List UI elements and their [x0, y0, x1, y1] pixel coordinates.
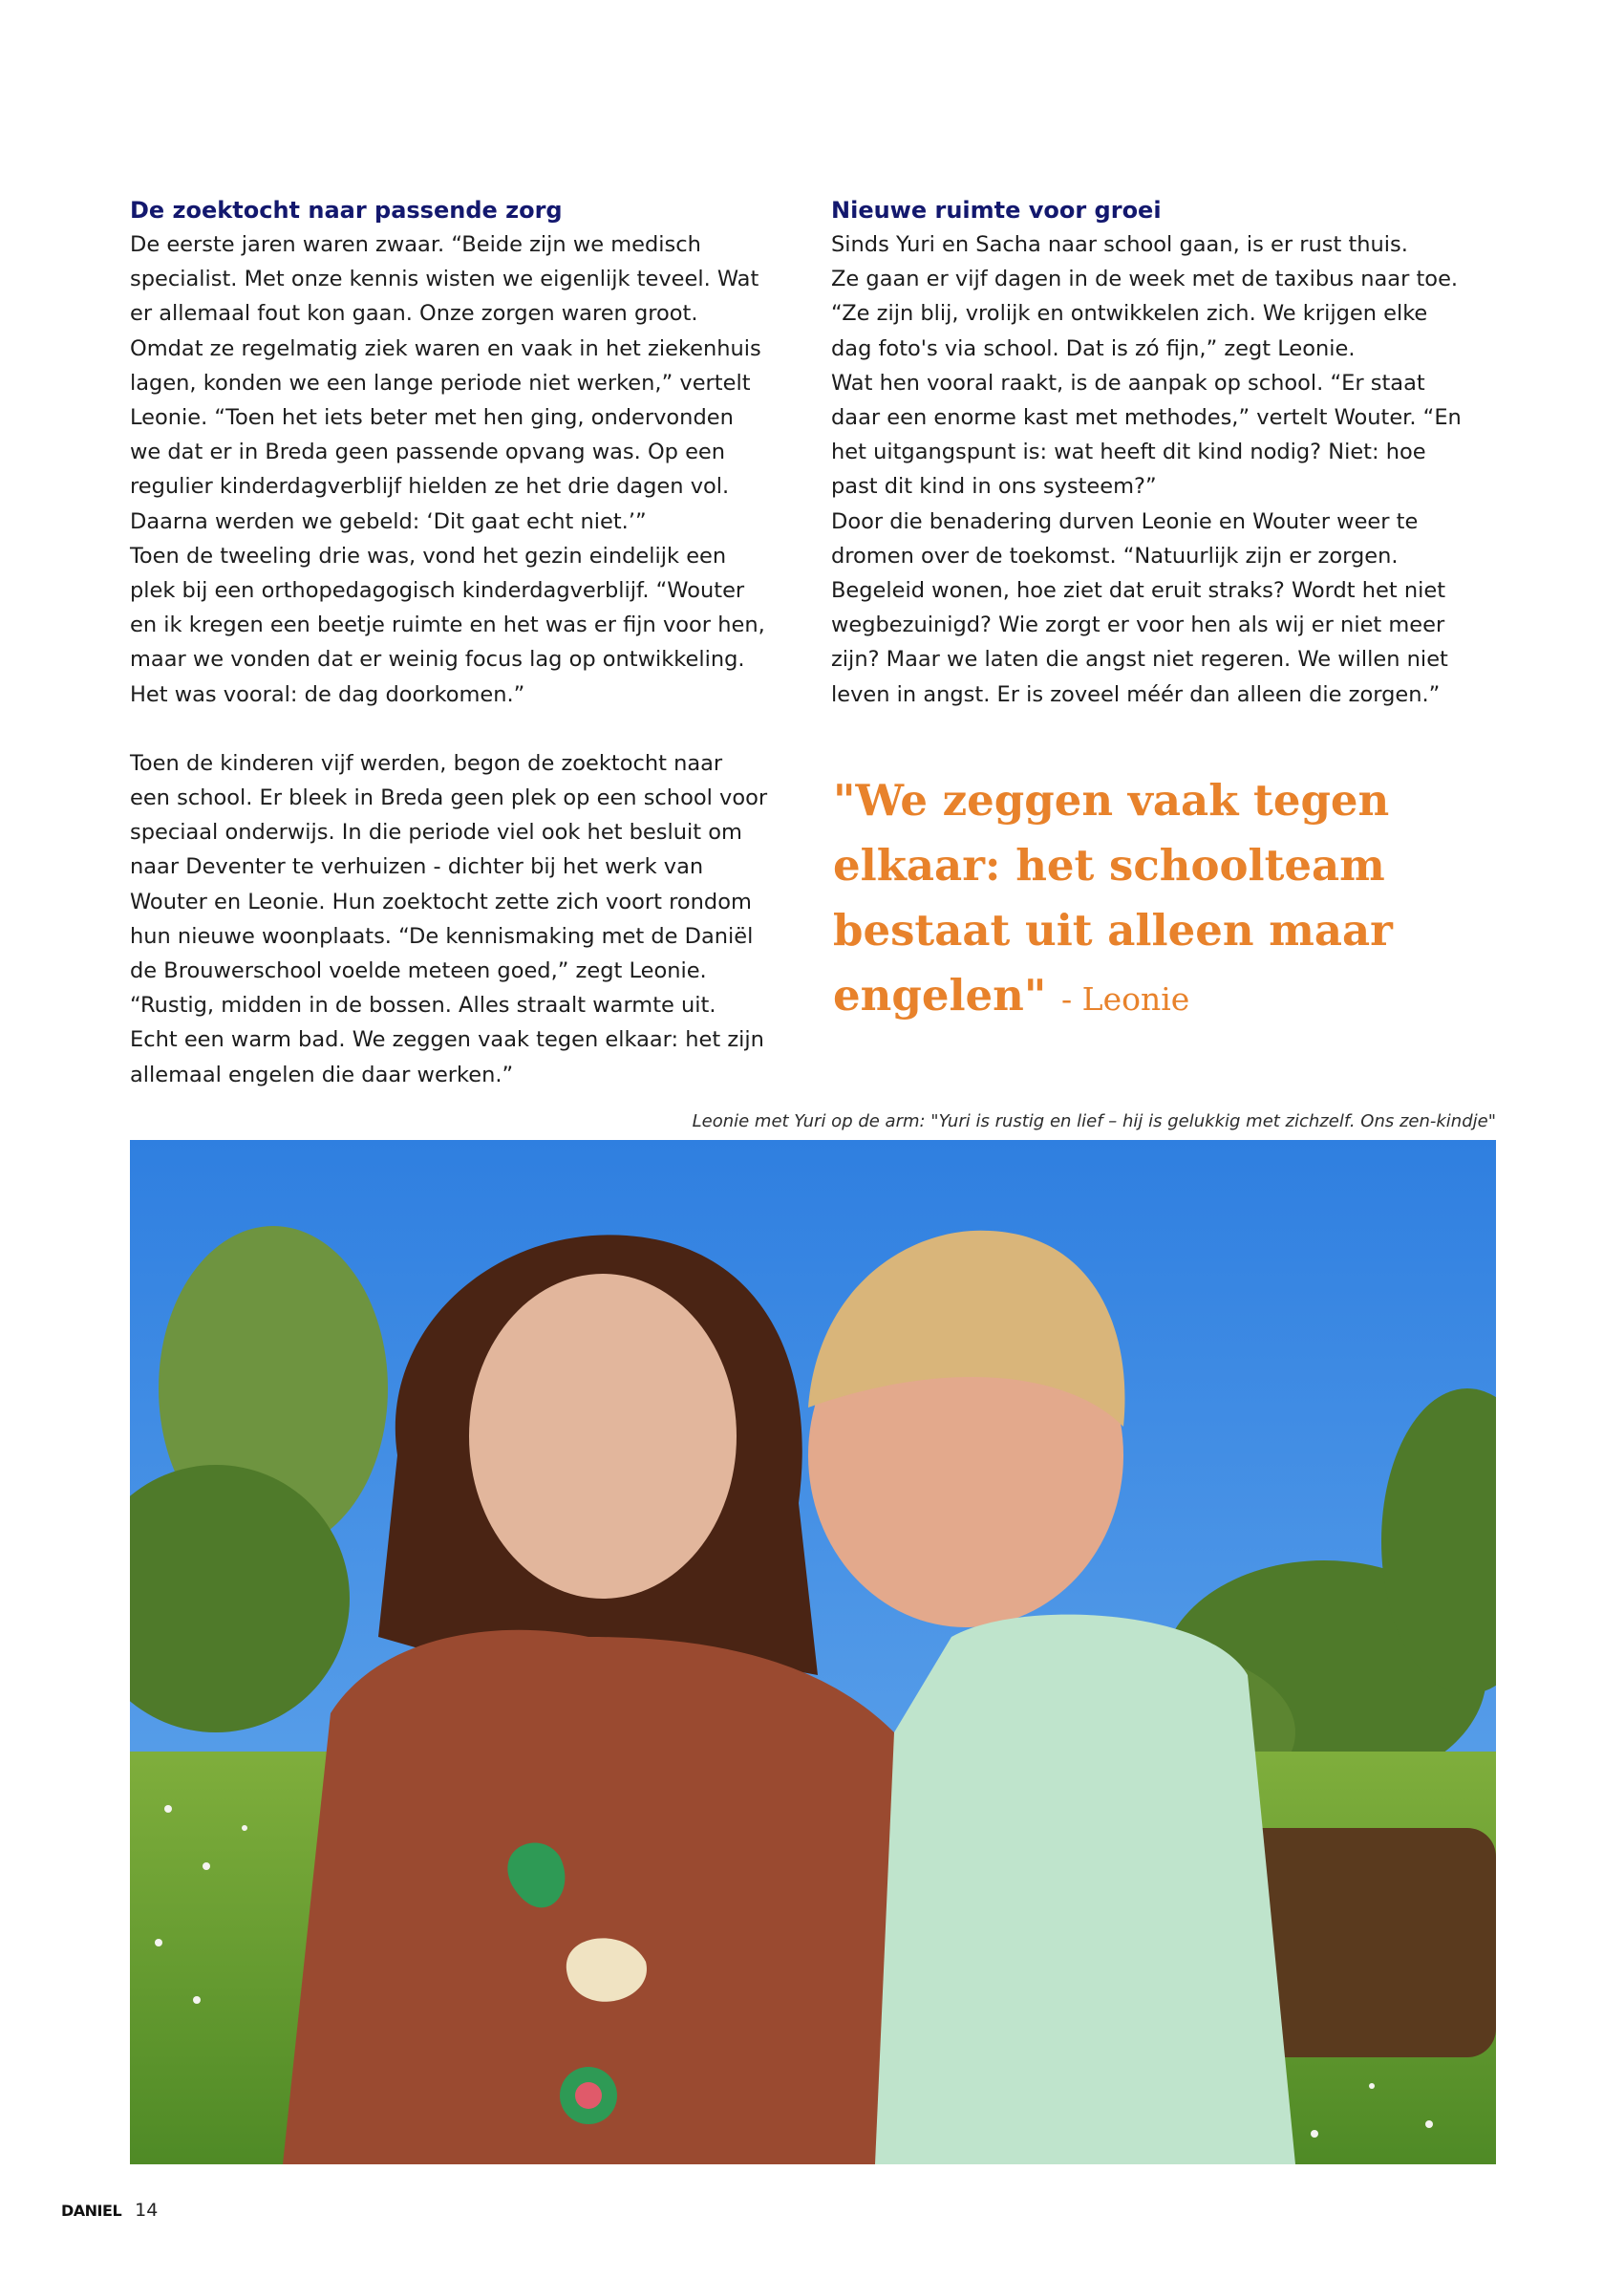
- page-number: 14: [135, 2200, 159, 2221]
- section-heading-left: De zoektocht naar passende zorg: [130, 197, 563, 224]
- right-paragraph-2: Ze gaan er vijf dagen in de week met de taxibus naar toe. “Ze zijn blij, vrolijk en ontwikkelen zich. We krijgen elke dag foto's via school. Dat is zó fijn,” zegt Leonie.: [831, 267, 1459, 361]
- magazine-brand: DANIEL: [61, 2201, 122, 2220]
- pull-quote: [833, 768, 1502, 1032]
- right-column: [831, 193, 1462, 712]
- left-paragraph-1: De eerste jaren waren zwaar. “Beide zijn we medisch specialist. Met onze kennis wisten we eigenlijk teveel. Wat er allemaal fout kon gaan. Onze zorgen waren groot. Omdat ze regelmatig ziek waren en vaak in het ziekenhuis lagen, konden we een lange periode niet werken,” vertelt Leonie. “Toen het iets beter met hen ging, ondervonden we dat er in Breda geen passende opvang was. Op een regulier kinderdagverblijf hielden ze het drie dagen vol. Daarna werden we gebeld: ‘Dit gaat echt niet.’”: [130, 232, 761, 534]
- page-footer: [61, 2196, 158, 2225]
- left-paragraph-3: Toen de kinderen vijf werden, begon de zoektocht naar een school. Er bleek in Breda geen plek op een school voor speciaal onderwijs. In die periode viel ook het besluit om naar Deventer te verhuizen - dichter bij het werk van Wouter en Leonie. Hun zoektocht zette zich voort rondom hun nieuwe woonplaats. “De kennismaking met de Daniël de Brouwerschool voelde meteen goed,” zegt Leonie. “Rustig, midden in de bossen. Alles straalt warmte uit. Echt een warm bad. We zeggen vaak tegen elkaar: het zijn allemaal engelen die daar werken.”: [130, 750, 768, 1087]
- right-paragraph-3: Wat hen vooral raakt, is de aanpak op school. “Er staat daar een enorme kast met methodes,” vertelt Wouter. “En het uitgangspunt is: wat heeft dit kind nodig? Niet: hoe past dit kind in ons systeem?”: [831, 370, 1462, 500]
- left-paragraph-2: Toen de tweeling drie was, vond het gezin eindelijk een plek bij een orthopedagogisch kinderdagverblijf. “Wouter en ik kregen een beetje ruimte en het was er fijn voor hen, maar we vonden dat er weinig focus lag op ontwikkeling. Het was vooral: de dag doorkomen.”: [130, 543, 765, 707]
- right-paragraph-4: Door die benadering durven Leonie en Wouter weer te dromen over de toekomst. “Natuurlijk zijn er zorgen. Begeleid wonen, hoe ziet dat eruit straks? Wordt het niet wegbezuinigd? Wie zorgt er voor hen als wij er niet meer zijn? Maar we laten die angst niet regeren. We willen niet leven in angst. Er is zoveel méér dan alleen die zorgen.”: [831, 508, 1448, 707]
- left-column: [130, 193, 768, 1092]
- pull-quote-text: "We zeggen vaak tegen elkaar: het schoolteam bestaat uit alleen maar engelen": [833, 775, 1393, 1021]
- right-paragraph-1: Sinds Yuri en Sacha naar school gaan, is er rust thuis.: [831, 232, 1408, 257]
- article-photo: [130, 1140, 1496, 2164]
- photo-illustration: [130, 1140, 1496, 2164]
- section-heading-right: Nieuwe ruimte voor groei: [831, 197, 1162, 224]
- pull-quote-attribution: - Leonie: [1061, 980, 1190, 1018]
- photo-caption: Leonie met Yuri op de arm: "Yuri is rustig en lief – hij is gelukkig met zichzelf. Ons zen-kindje": [692, 1111, 1496, 1131]
